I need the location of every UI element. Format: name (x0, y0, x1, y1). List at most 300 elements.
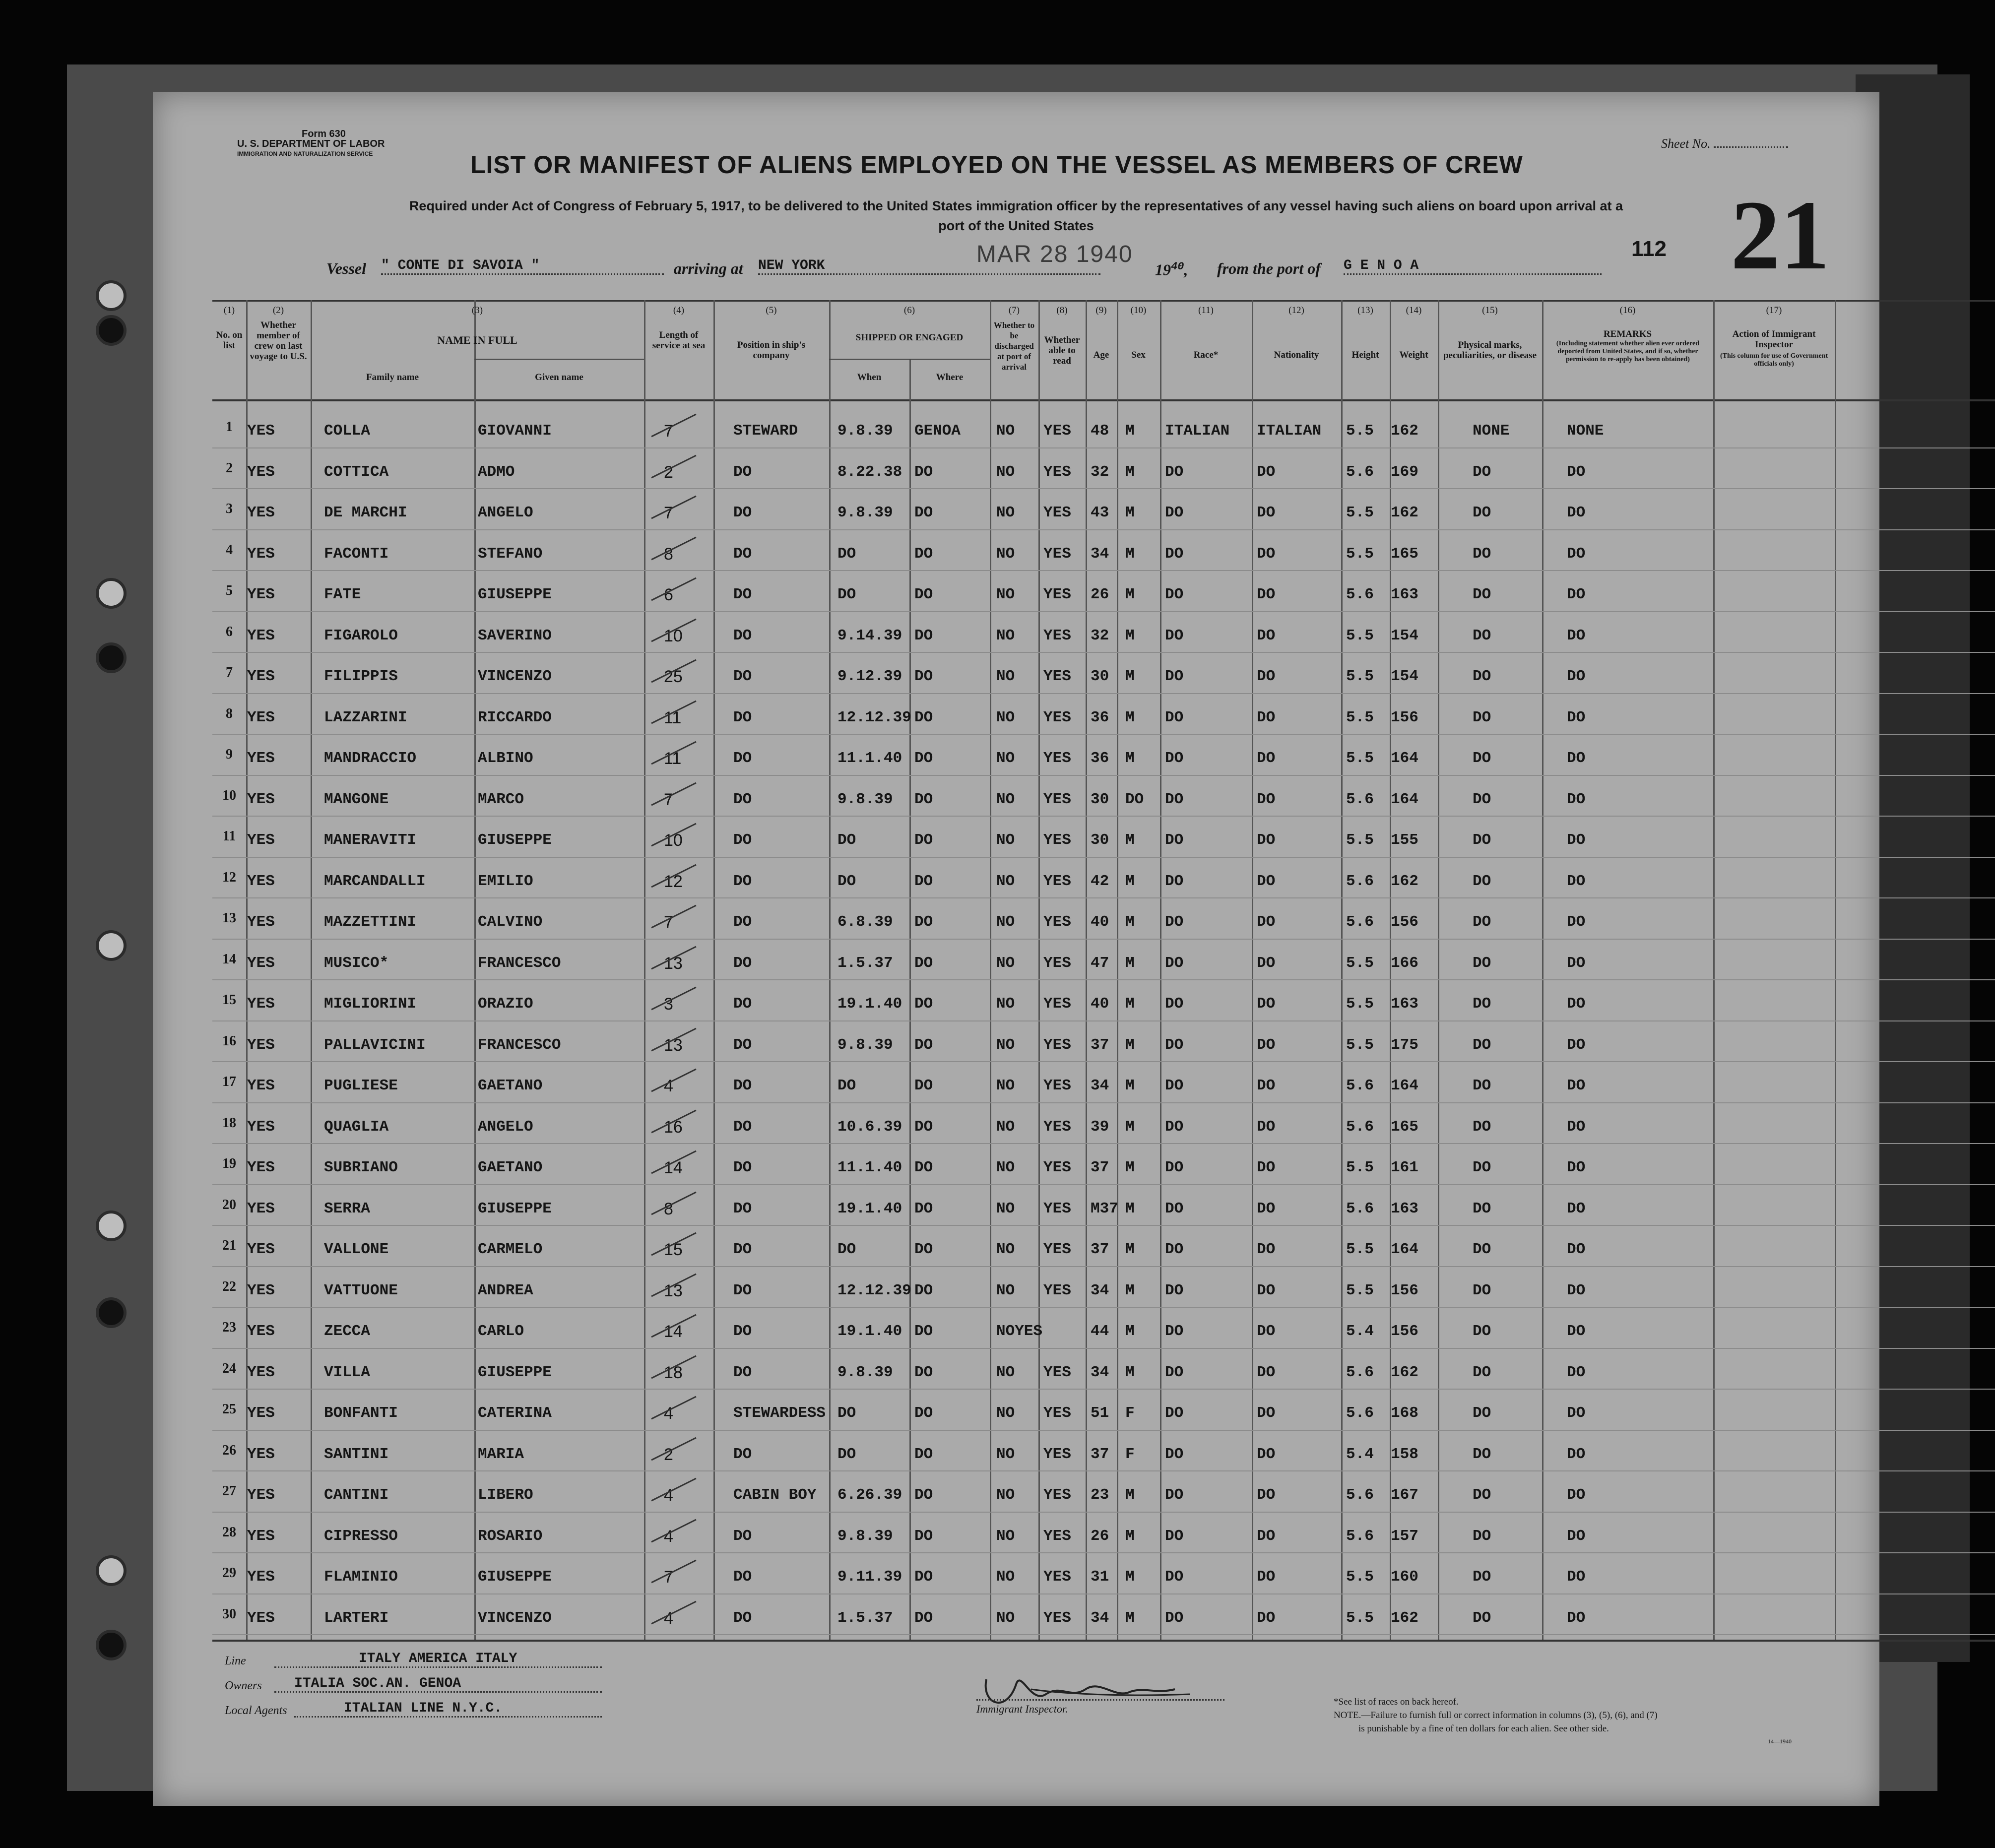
cell-shipped-where: DO (914, 545, 933, 563)
cell-able-to-read: YES (1043, 627, 1071, 644)
cell-sex: M (1125, 1159, 1135, 1176)
cell-weight: 154 (1391, 627, 1418, 644)
row-rule (212, 1512, 1995, 1513)
col-header-where: Where (936, 372, 964, 382)
year-suffix: 40 (1171, 260, 1184, 273)
cell-shipped-when: DO (837, 831, 856, 849)
row-rule (212, 775, 1995, 776)
check-tick-icon (646, 617, 701, 646)
cell-weight: 162 (1391, 1609, 1418, 1627)
cell-shipped-when: 6.26.39 (837, 1486, 902, 1504)
cell-family-name: BONFANTI (324, 1404, 398, 1422)
cell-able-to-read: YES (1043, 1445, 1071, 1463)
cell-crew: YES (247, 1568, 275, 1586)
cell-weight: 168 (1391, 1404, 1418, 1422)
cell-height: 5.5 (1346, 668, 1374, 685)
cell-age: 37 (1091, 1445, 1109, 1463)
row-rule (212, 570, 1995, 571)
cell-position: DO (733, 872, 752, 890)
binder-hole (96, 930, 127, 961)
binder-hole (96, 578, 127, 609)
cell-physical-marks: DO (1473, 1404, 1491, 1422)
cell-sex: M (1125, 1568, 1135, 1586)
cell-remarks: DO (1567, 954, 1586, 972)
cell-shipped-where: DO (914, 1568, 933, 1586)
cell-shipped-where: GENOA (914, 422, 961, 440)
cell-shipped-where: DO (914, 1445, 933, 1463)
cell-given-name: CARMELO (478, 1241, 543, 1258)
cell-able-to-read: YES (1043, 463, 1071, 481)
row-rule (212, 693, 1995, 694)
cell-able-to-read: YES (1043, 708, 1071, 726)
cell-shipped-when: 11.1.40 (837, 750, 902, 767)
check-tick-icon (646, 1517, 701, 1547)
cell-age: 37 (1091, 1036, 1109, 1054)
cell-service-length: 10 (664, 831, 683, 850)
cell-row-number: 17 (222, 1074, 236, 1089)
cell-shipped-when: 1.5.37 (837, 1609, 893, 1627)
cell-weight: 156 (1391, 708, 1418, 726)
cell-remarks: DO (1567, 913, 1586, 931)
cell-age: 32 (1091, 463, 1109, 481)
cell-remarks: DO (1567, 1077, 1586, 1094)
col-num: (9) (1095, 305, 1107, 316)
cell-given-name: GAETANO (478, 1159, 543, 1176)
cell-nationality: DO (1257, 790, 1276, 808)
cell-discharged: NO (996, 545, 1015, 563)
cell-race: DO (1165, 463, 1184, 481)
col-num: (2) (272, 305, 284, 316)
cell-able-to-read: YES (1043, 1486, 1071, 1504)
cell-weight: 163 (1391, 995, 1418, 1013)
cell-family-name: FACONTI (324, 545, 389, 563)
cell-discharged: NO (996, 708, 1015, 726)
cell-height: 5.6 (1346, 1077, 1374, 1094)
cell-able-to-read: YES (1043, 913, 1071, 931)
footer-owners-value: ITALIA SOC.AN. GENOA (274, 1676, 602, 1693)
cell-crew: YES (247, 913, 275, 931)
col-header-position: Position in ship's company (737, 340, 806, 361)
cell-position: DO (733, 1200, 752, 1217)
cell-able-to-read: YES (1043, 1527, 1071, 1545)
col-header-nationality: Nationality (1274, 350, 1319, 360)
cell-discharged: NO (996, 1363, 1015, 1381)
arrival-date-stamp: MAR 28 1940 (976, 241, 1133, 267)
row-rule (212, 1184, 1995, 1185)
cell-given-name: RICCARDO (478, 708, 552, 726)
cell-given-name: MARCO (478, 790, 524, 808)
cell-position: CABIN BOY (733, 1486, 817, 1504)
cell-height: 5.5 (1346, 1568, 1374, 1586)
cell-age: 37 (1091, 1241, 1109, 1258)
cell-row-number: 12 (222, 869, 236, 885)
cell-position: DO (733, 831, 752, 849)
cell-family-name: MARCANDALLI (324, 872, 426, 890)
cell-crew: YES (247, 422, 275, 440)
cell-service-length: 7 (664, 790, 673, 809)
cell-discharged: NO (996, 790, 1015, 808)
binder-hole (96, 1211, 127, 1241)
cell-family-name: CIPRESSO (324, 1527, 398, 1545)
cell-shipped-where: DO (914, 750, 933, 767)
cell-sex: M (1125, 422, 1135, 440)
cell-shipped-where: DO (914, 995, 933, 1013)
row-rule (212, 611, 1995, 612)
cell-shipped-where: DO (914, 1036, 933, 1054)
cell-shipped-when: DO (837, 545, 856, 563)
cell-able-to-read: YES (1043, 1200, 1071, 1217)
row-rule (212, 1634, 1995, 1635)
row-rule (212, 939, 1995, 940)
cell-row-number: 29 (222, 1565, 236, 1581)
footer-owners-label: Owners (225, 1679, 262, 1692)
row-rule (212, 1225, 1995, 1226)
cell-height: 5.5 (1346, 1609, 1374, 1627)
cell-remarks: DO (1567, 1609, 1586, 1627)
check-tick-icon (646, 1312, 701, 1342)
cell-height: 5.5 (1346, 422, 1374, 440)
cell-position: DO (733, 586, 752, 603)
cell-age: 42 (1091, 872, 1109, 890)
cell-weight: 166 (1391, 954, 1418, 972)
cell-able-to-read: YES (1043, 668, 1071, 685)
cell-crew: YES (247, 708, 275, 726)
col-num: (3) (471, 305, 483, 316)
cell-service-length: 13 (664, 1281, 683, 1300)
cell-shipped-where: DO (914, 1281, 933, 1299)
cell-crew: YES (247, 1077, 275, 1094)
cell-family-name: SUBRIANO (324, 1159, 398, 1176)
cell-shipped-where: DO (914, 913, 933, 931)
cell-age: 34 (1091, 545, 1109, 563)
cell-able-to-read: YES (1043, 954, 1071, 972)
col-header-crew: Whether member of crew on last voyage to U.S. (250, 320, 307, 362)
cell-physical-marks: DO (1473, 586, 1491, 603)
cell-row-number: 2 (226, 460, 233, 476)
cell-shipped-where: DO (914, 1527, 933, 1545)
cell-nationality: DO (1257, 1445, 1276, 1463)
cell-shipped-when: 9.8.39 (837, 422, 893, 440)
cell-shipped-when: 1.5.37 (837, 954, 893, 972)
cell-weight: 162 (1391, 872, 1418, 890)
cell-sex: M (1125, 1118, 1135, 1136)
cell-discharged: NO (996, 1445, 1015, 1463)
binder-hole (96, 1555, 127, 1586)
cell-given-name: CALVINO (478, 913, 543, 931)
cell-nationality: DO (1257, 831, 1276, 849)
cell-shipped-when: 8.22.38 (837, 463, 902, 481)
cell-service-length: 2 (664, 462, 673, 482)
cell-sex: M (1125, 1609, 1135, 1627)
cell-weight: 162 (1391, 422, 1418, 440)
cell-service-length: 2 (664, 1445, 673, 1464)
cell-shipped-where: DO (914, 1200, 933, 1217)
cell-weight: 164 (1391, 790, 1418, 808)
cell-shipped-when: 9.8.39 (837, 790, 893, 808)
cell-service-length: 12 (664, 872, 683, 891)
table-top-rule (212, 300, 1995, 302)
sheet-big-number: 21 (1731, 181, 1830, 290)
cell-nationality: DO (1257, 1118, 1276, 1136)
col-num: (4) (673, 305, 685, 316)
cell-position: STEWARDESS (733, 1404, 826, 1422)
cell-sex: DO (1125, 790, 1144, 808)
cell-sex: M (1125, 627, 1135, 644)
cell-weight: 169 (1391, 463, 1418, 481)
cell-weight: 164 (1391, 750, 1418, 767)
cell-service-length: 3 (664, 995, 673, 1014)
cell-able-to-read: YES (1043, 1404, 1071, 1422)
cell-row-number: 30 (222, 1606, 236, 1622)
cell-row-number: 24 (222, 1360, 236, 1376)
check-tick-icon (646, 1272, 701, 1301)
cell-height: 5.6 (1346, 1200, 1374, 1217)
cell-position: DO (733, 1077, 752, 1094)
cell-given-name: LIBERO (478, 1486, 533, 1504)
cell-weight: 162 (1391, 1363, 1418, 1381)
cell-given-name: ALBINO (478, 750, 533, 767)
cell-sex: M (1125, 1527, 1135, 1545)
cell-crew: YES (247, 1486, 275, 1504)
col-header-given: Given name (535, 372, 583, 382)
cell-crew: YES (247, 872, 275, 890)
cell-family-name: PUGLIESE (324, 1077, 398, 1094)
cell-weight: 155 (1391, 831, 1418, 849)
cell-physical-marks: DO (1473, 1281, 1491, 1299)
cell-given-name: GIUSEPPE (478, 586, 552, 603)
cell-weight: 175 (1391, 1036, 1418, 1054)
cell-family-name: MANERAVITI (324, 831, 417, 849)
cell-shipped-when: 11.1.40 (837, 1159, 902, 1176)
cell-able-to-read: YES (1043, 790, 1071, 808)
check-tick-icon (646, 862, 701, 892)
cell-able-to-read: YES (1043, 1118, 1071, 1136)
cell-position: DO (733, 954, 752, 972)
cell-remarks: DO (1567, 1568, 1586, 1586)
col-num: (12) (1288, 305, 1304, 316)
cell-shipped-when: 9.11.39 (837, 1568, 902, 1586)
cell-remarks: DO (1567, 1445, 1586, 1463)
cell-physical-marks: DO (1473, 1568, 1491, 1586)
cell-discharged: NO (996, 1527, 1015, 1545)
cell-weight: 164 (1391, 1077, 1418, 1094)
cell-family-name: SERRA (324, 1200, 371, 1217)
cell-nationality: DO (1257, 504, 1276, 521)
row-rule (212, 1102, 1995, 1103)
cell-nationality: DO (1257, 1200, 1276, 1217)
cell-given-name: MARIA (478, 1445, 524, 1463)
cell-able-to-read: YES (1043, 422, 1071, 440)
col-header-discharged: Whether to be discharged at port of arrival (993, 320, 1035, 372)
row-rule (212, 529, 1995, 530)
cell-race: DO (1165, 1159, 1184, 1176)
cell-physical-marks: DO (1473, 913, 1491, 931)
cell-given-name: ANDREA (478, 1281, 533, 1299)
col-num: (7) (1008, 305, 1020, 316)
check-tick-icon (646, 535, 701, 565)
cell-physical-marks: DO (1473, 1363, 1491, 1381)
cell-position: DO (733, 913, 752, 931)
cell-discharged: NO (996, 1486, 1015, 1504)
cell-row-number: 1 (226, 419, 233, 435)
cell-service-length: 4 (664, 1527, 673, 1546)
cell-age: 48 (1091, 422, 1109, 440)
cell-remarks: DO (1567, 750, 1586, 767)
sheet-number-field (1661, 136, 1788, 151)
cell-weight: 163 (1391, 586, 1418, 603)
cell-age: 40 (1091, 913, 1109, 931)
cell-service-length: 8 (664, 1199, 673, 1218)
col-header-name: NAME IN FULL (437, 334, 517, 346)
cell-row-number: 26 (222, 1442, 236, 1458)
cell-family-name: FATE (324, 586, 361, 603)
cell-family-name: COLLA (324, 422, 371, 440)
cell-race: DO (1165, 1486, 1184, 1504)
cell-height: 5.5 (1346, 504, 1374, 521)
cell-height: 5.6 (1346, 1486, 1374, 1504)
col-header-weight: Weight (1399, 350, 1428, 360)
cell-row-number: 25 (222, 1402, 236, 1417)
cell-height: 5.6 (1346, 1404, 1374, 1422)
cell-row-number: 4 (226, 542, 233, 558)
cell-shipped-when: 6.8.39 (837, 913, 893, 931)
cell-age: 30 (1091, 831, 1109, 849)
cell-service-length: 7 (664, 1568, 673, 1587)
cell-race: DO (1165, 1077, 1184, 1094)
cell-crew: YES (247, 1200, 275, 1217)
cell-remarks: NONE (1567, 422, 1604, 440)
cell-position: DO (733, 1241, 752, 1258)
cell-discharged: NO (996, 668, 1015, 685)
cell-able-to-read: YES (1043, 1568, 1071, 1586)
cell-sex: M (1125, 1077, 1135, 1094)
cell-shipped-where: DO (914, 1363, 933, 1381)
cell-sex: M (1125, 750, 1135, 767)
cell-family-name: ZECCA (324, 1323, 371, 1340)
cell-able-to-read: YES (1043, 995, 1071, 1013)
cell-service-length: 7 (664, 504, 673, 522)
cell-crew: YES (247, 668, 275, 685)
cell-shipped-when: 12.12.39 (837, 1281, 911, 1299)
cell-row-number: 23 (222, 1320, 236, 1335)
cell-physical-marks: NONE (1473, 422, 1510, 440)
cell-physical-marks: DO (1473, 1527, 1491, 1545)
cell-remarks: DO (1567, 1241, 1586, 1258)
cell-sex: M (1125, 1241, 1135, 1258)
cell-weight: 164 (1391, 1241, 1418, 1258)
cell-service-length: 8 (664, 544, 673, 564)
cell-height: 5.5 (1346, 1281, 1374, 1299)
manifest-page (153, 92, 1879, 1806)
cell-nationality: DO (1257, 1404, 1276, 1422)
check-tick-icon (646, 699, 701, 728)
binder-hole (96, 642, 127, 673)
cell-height: 5.6 (1346, 872, 1374, 890)
cell-physical-marks: DO (1473, 872, 1491, 890)
table-bottom-rule (212, 1640, 1995, 1642)
cell-service-length: 11 (664, 749, 682, 768)
cell-sex: M (1125, 954, 1135, 972)
cell-age: 47 (1091, 954, 1109, 972)
cell-weight: 162 (1391, 504, 1418, 521)
cell-discharged: NO (996, 1077, 1015, 1094)
col-num: (17) (1766, 305, 1782, 316)
row-rule (212, 447, 1995, 448)
cell-weight: 156 (1391, 1323, 1418, 1340)
cell-sex: M (1125, 1036, 1135, 1054)
cell-family-name: VALLONE (324, 1241, 389, 1258)
cell-position: DO (733, 1609, 752, 1627)
cell-shipped-when: 19.1.40 (837, 1323, 902, 1340)
cell-given-name: ROSARIO (478, 1527, 543, 1545)
cell-shipped-where: DO (914, 1486, 933, 1504)
row-rule (212, 1430, 1995, 1431)
cell-discharged: NO (996, 872, 1015, 890)
cell-row-number: 9 (226, 747, 233, 762)
cell-race: DO (1165, 586, 1184, 603)
cell-physical-marks: DO (1473, 1159, 1491, 1176)
cell-given-name: CARLO (478, 1323, 524, 1340)
cell-row-number: 13 (222, 910, 236, 926)
cell-row-number: 6 (226, 624, 233, 639)
cell-crew: YES (247, 1363, 275, 1381)
row-rule (212, 1061, 1995, 1062)
cell-able-to-read: YES (1043, 1036, 1071, 1054)
cell-shipped-when: 9.12.39 (837, 668, 902, 685)
cell-race: DO (1165, 1241, 1184, 1258)
cell-service-length: 7 (664, 913, 673, 932)
cell-row-number: 7 (226, 665, 233, 680)
cell-given-name: SAVERINO (478, 627, 552, 644)
cell-given-name: ORAZIO (478, 995, 533, 1013)
cell-discharged: NO (996, 750, 1015, 767)
cell-given-name: VINCENZO (478, 1609, 552, 1627)
col-num: (10) (1130, 305, 1147, 316)
cell-given-name: ANGELO (478, 1118, 533, 1136)
departure-port: G E N O A (1344, 258, 1602, 275)
cell-shipped-where: DO (914, 872, 933, 890)
col-header-service: Length of service at sea (652, 330, 706, 351)
cell-shipped-where: DO (914, 463, 933, 481)
cell-height: 5.5 (1346, 627, 1374, 644)
cell-crew: YES (247, 954, 275, 972)
check-tick-icon (646, 1476, 701, 1506)
cell-shipped-when: DO (837, 1077, 856, 1094)
inspector-label: Immigrant Inspector. (976, 1703, 1068, 1715)
cell-race: DO (1165, 831, 1184, 849)
cell-height: 5.4 (1346, 1323, 1374, 1340)
col-header-remarks-note: (Including statement whether alien ever ordered deported from United States, and if so, whether permission to re-apply has been obtained) (1556, 340, 1700, 363)
sheet-label: Sheet No. (1661, 136, 1711, 151)
cell-height: 5.6 (1346, 913, 1374, 931)
cell-race: DO (1165, 627, 1184, 644)
cell-race: DO (1165, 1036, 1184, 1054)
cell-crew: YES (247, 1609, 275, 1627)
cell-given-name: CATERINA (478, 1404, 552, 1422)
cell-nationality: DO (1257, 1159, 1276, 1176)
cell-nationality: DO (1257, 1077, 1276, 1094)
row-rule (212, 1266, 1995, 1267)
cell-position: DO (733, 1363, 752, 1381)
cell-position: STEWARD (733, 422, 798, 440)
footer-note-races: *See list of races on back hereof. (1334, 1697, 1459, 1707)
cell-shipped-where: DO (914, 627, 933, 644)
cell-able-to-read: YES (1043, 1609, 1071, 1627)
cell-discharged: NO (996, 1118, 1015, 1136)
cell-position: DO (733, 627, 752, 644)
cell-shipped-when: DO (837, 1241, 856, 1258)
col-num: (8) (1056, 305, 1068, 316)
